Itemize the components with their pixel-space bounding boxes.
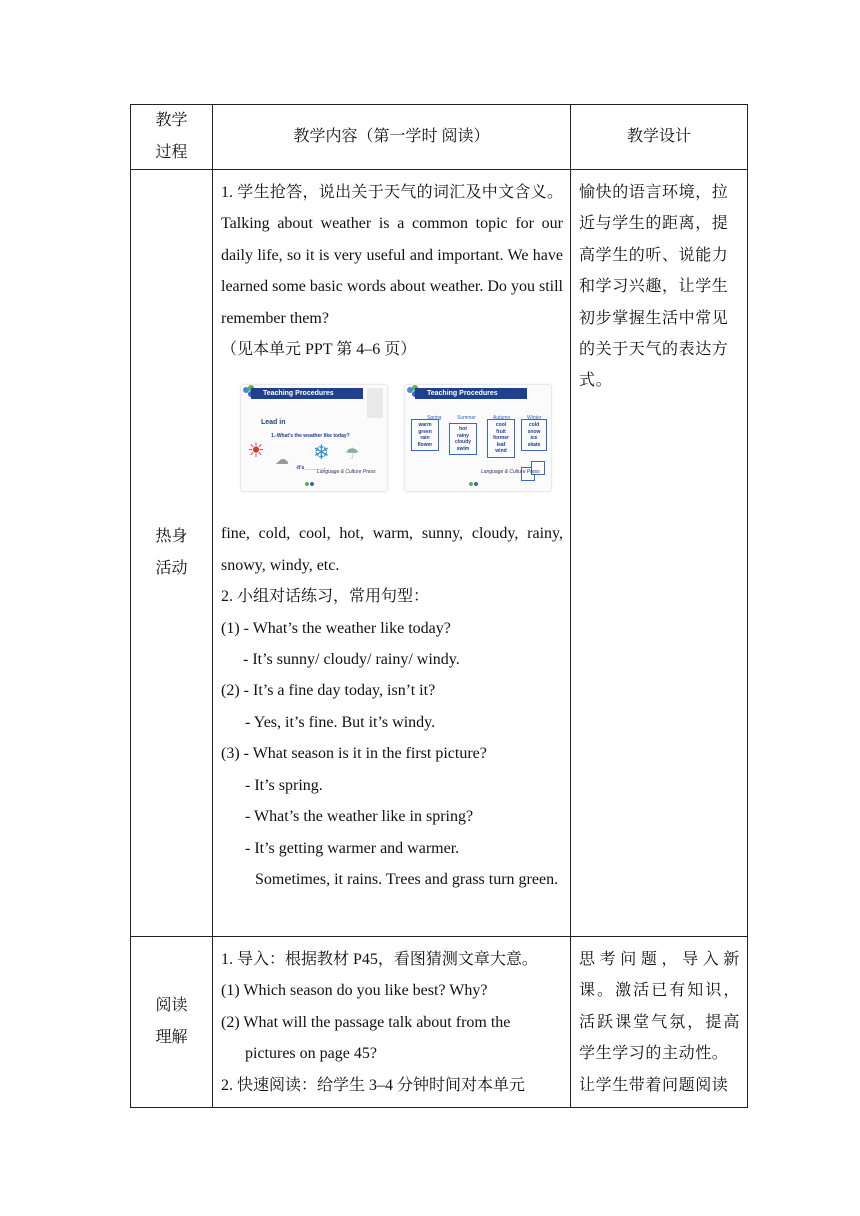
dialogue-line: - Yes, it’s fine. But it’s windy. (245, 713, 436, 731)
reading-row (131, 937, 748, 1108)
box-word: green (418, 428, 432, 435)
season-box-summer (449, 423, 477, 455)
reading-question-1: (1) Which season do you like best? Why? (221, 982, 488, 1000)
box-word: ice (530, 435, 538, 442)
box-word: cool (495, 422, 507, 429)
box-word: warm (418, 422, 432, 429)
box-word: flower (417, 441, 433, 448)
slide-footer: Language & Culture Press (481, 469, 540, 476)
slide-title-bar: Teaching Procedures (251, 388, 363, 399)
slide-title-bar: Teaching Procedures (415, 388, 527, 399)
stage-reading-line1: 阅读 (155, 997, 188, 1015)
ppt-slide-seasons (405, 385, 551, 491)
season-autumn: Autumn (493, 415, 511, 422)
header-row (131, 105, 748, 170)
box-word: leaf (496, 441, 506, 448)
box-word: wind (495, 448, 507, 455)
reading-design-2: 让学生带着问题阅读 (579, 1076, 729, 1094)
footer-dots-icon (469, 481, 479, 487)
dialogue-line: - What’s the weather like in spring? (245, 808, 474, 826)
header-process-line1: 教学 (155, 112, 188, 129)
dialogue-intro: 2. 小组对话练习，常用句型： (221, 588, 430, 606)
header-design: 教学设计 (571, 105, 748, 170)
sun-icon: ☀ (247, 440, 265, 463)
dialogue-line: - It’s spring. (245, 776, 323, 794)
slide-question-line2: -It's_______. (295, 464, 326, 471)
warmup-ppt-ref: （见本单元 PPT 第 4–6 页） (221, 341, 417, 359)
season-spring: Spring (427, 415, 442, 422)
box-word: snow (527, 428, 541, 435)
ppt-slide-lead-in (241, 385, 387, 491)
warmup-design: 愉快的语言环境，拉近与学生的距离，提高学生的听、说能力和学习兴趣，让学生初步掌握生活中常见的关于天气的表达方式。 (571, 170, 748, 937)
header-process-line2: 过程 (155, 144, 188, 161)
season-summer: Summer (457, 415, 476, 422)
slide-corner-decoration (367, 388, 383, 418)
box-word: swim (456, 445, 470, 452)
stage-reading-line2: 理解 (155, 1029, 188, 1047)
footer-dots-icon (305, 481, 315, 487)
reading-step-1: 1. 导入：根据教材 P45，看图猜测文章大意。 (221, 951, 538, 968)
stage-warmup-line2: 活动 (155, 560, 188, 577)
dialogue-line: - It’s sunny/ cloudy/ rainy/ windy. (243, 651, 460, 669)
warmup-content (213, 170, 571, 937)
weather-words: fine, cold, cool, hot, warm, sunny, cloudy, rainy, snowy, windy, etc. (221, 525, 563, 574)
header-process (131, 105, 213, 170)
warmup-row (131, 170, 748, 937)
box-word: cold (528, 422, 540, 429)
dialogue-line: (3) - What season is it in the first picture? (221, 745, 487, 763)
lesson-plan-table (130, 104, 748, 1108)
slide-question-line1: 1.-What's the weather like today? (271, 433, 350, 440)
reading-design-1: 思考问题，导入新课。激活已有知识，活跃课堂气氛，提高学生学习的主动性。 (579, 951, 740, 1063)
slide-lead-in-label: Lead in (261, 419, 286, 427)
box-word: hot (459, 426, 467, 433)
season-box-autumn (487, 419, 515, 458)
reading-design (571, 937, 748, 1108)
stage-warmup-line1: 热身 (155, 528, 188, 545)
box-word: fruit (496, 428, 506, 435)
reading-question-2: (2) What will the passage talk about from the (221, 1013, 511, 1031)
box-word: rain (420, 435, 430, 442)
box-word: cloudy (454, 439, 472, 446)
box-word: skate (527, 441, 541, 448)
stage-reading (131, 937, 213, 1108)
dialogue-line: - It’s getting warmer and warmer. (245, 839, 460, 857)
season-box-winter (521, 419, 547, 451)
warmup-paragraph-1: 1. 学生抢答，说出关于天气的词汇及中文含义。Talking about weather is a common topic for our daily life, so it is very useful and important. We have learned some basic words about weather. Do you still remember them? (221, 184, 563, 327)
rain-cloud-icon: ☂ (345, 446, 360, 464)
header-content: 教学内容（第一学时 阅读） (213, 105, 571, 170)
stage-warmup (131, 170, 213, 937)
snowflake-icon: ❄ (313, 442, 330, 465)
cloud-icon: ☁ (275, 451, 289, 468)
slide-footer: Language & Culture Press (317, 469, 376, 476)
season-winter: Winter (527, 415, 542, 422)
box-word: former (493, 435, 509, 442)
dialogue-line: (2) - It’s a fine day today, isn’t it? (221, 682, 436, 700)
dialogue-line: (1) - What’s the weather like today? (221, 619, 451, 637)
reading-content (213, 937, 571, 1108)
dialogue-line: Sometimes, it rains. Trees and grass turn green. (255, 870, 559, 888)
ppt-thumbnails (241, 385, 563, 497)
reading-question-2-cont: pictures on page 45? (245, 1045, 377, 1063)
box-word: rainy (457, 432, 469, 439)
season-box-spring (411, 419, 439, 451)
reading-step-2: 2. 快速阅读：给学生 3–4 分钟时间对本单元 (221, 1076, 526, 1094)
